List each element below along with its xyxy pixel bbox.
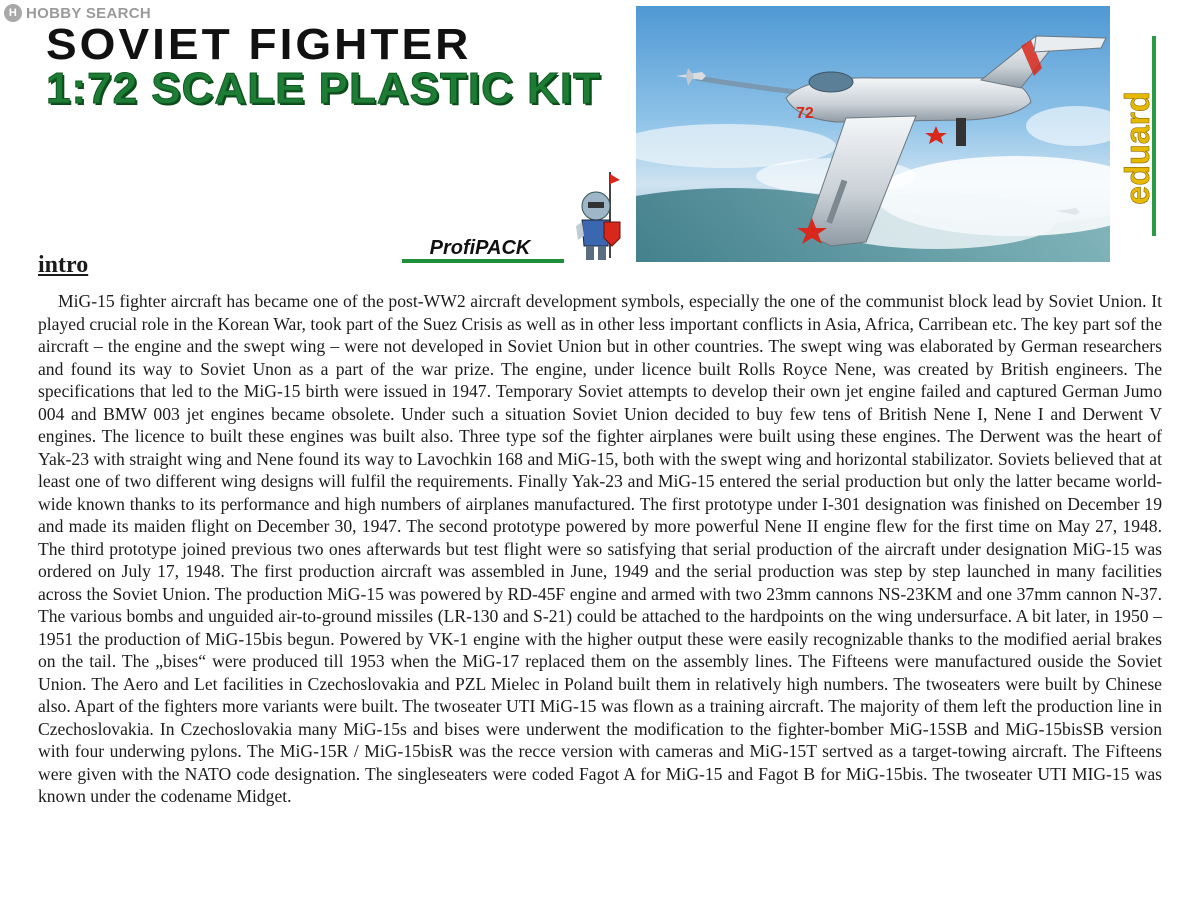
hobbysearch-logo-icon: H	[4, 4, 22, 22]
brand-logo: eduard	[1119, 91, 1157, 205]
title-line-1: SOVIET FIGHTER	[46, 18, 472, 69]
mig15-illustration	[636, 6, 1110, 262]
mascot-figure	[570, 170, 634, 264]
watermark-text: HOBBY SEARCH	[26, 4, 152, 22]
title-line-2: 1:72 SCALE PLASTIC KIT	[46, 64, 601, 113]
hero-illustration	[636, 6, 1110, 262]
profipack-badge: ProfiPACK	[429, 237, 531, 259]
intro-heading: intro	[38, 252, 89, 278]
profipack-underline	[402, 259, 564, 263]
intro-paragraph: MiG-15 fighter aircraft has became one of the post-WW2 aircraft development symbols, especially the one of the communist block lead by Soviet Union. It played crucial role in the Korean War, took part of the Suez Crisis as well as in other less important conflicts in Asia, Africa, Carribean etc. The key part sof the aircraft – the engine and the swept wing – were not developed in Soviet Union but in other countries. The swept wing was elaborated by German researchers and found its way to Soviet Unon as a part of the war prize. The engine, under licence built Rolls Royce Nene, was created by British engineers. The specifications that led to the MiG-15 birth were issued in 1947. Temporary Soviet attempts to develop their own jet engine failed and captured German Jumo 004 and BMW 003 jet engines became obsolete. Under such a situation Soviet Union decided to buy few tens of British Nene I, Nene I and Derwent V engines. The licence to built these engines was built also. Three type sof the fighter airplanes were built using these engines. The Derwent was the heart of Yak-23 with straight wing and Nene found its way to Lavochkin 168 and MiG-15, both with the swept wing and horizontal stabilizator. Soviets believed that at least one of two different wing designs will fulfil the requirements. Finally Yak-23 and MiG-15 entered the serial production but only the latter became world-wide known thanks to its performance and high numbers of airplanes manufactured. The first prototype under I-301 designation was finished on December 19 and made its maiden flight on December 30, 1947. The second prototype powered by more powerful Nene II engine flew for the first time on May 27, 1948. The third prototype joined previous two ones afterwards but test flight were so satisfying that serial production of the aircraft under designation MiG-15 was ordered on July 17, 1948. The first production aircraft was assembled in June, 1949 and the serial production was step by step launched in many facilities across the Soviet Union. The production MiG-15 was powered by RD-45F engine and armed with two 23mm cannons NS-23KM and one 37mm cannon N-37. The various bombs and unguided air-to-ground missiles (LR-130 and S-21) could be attached to the hardpoints on the wing undersurface. A bit later, in 1950 – 1951 the production of MiG-15bis begun. Powered by VK-1 engine with the higher output these were easily recognizable thanks to the modified aerial brakes on the tail. The „bises“ were produced till 1953 when the MiG-17 replaced them on the assembly lines. The Fifteens were manufactured ouside the Soviet Union. The Aero and Let facilities in Czechoslovakia and PZL Mielec in Poland built them in relatively high numbers. The twoseaters were built by Chinese also. Apart of the fighters more variants were built. The twoseater UTI MiG-15 was flown as a training aircraft. The majority of them left the production line in Czechoslovakia. In Czechoslovakia many MiG-15s and bises were underwent the modification to the fighter-bomber MiG-15SB and MiG-15bisSB version with four underwing pylons. The MiG-15R / MiG-15bisR was the recce version with cameras and MiG-15T sertved as a target-towing aircraft. The Fifteens were given with the NATO code designation. The singleseaters were coded Fagot A for MiG-15 and Fagot B for MiG-15bis. The twoseater UTI MIG-15 was known under the codename Midget.	[38, 291, 1162, 806]
knight-mascot-icon	[570, 170, 634, 264]
aircraft-number: 72	[796, 105, 814, 122]
